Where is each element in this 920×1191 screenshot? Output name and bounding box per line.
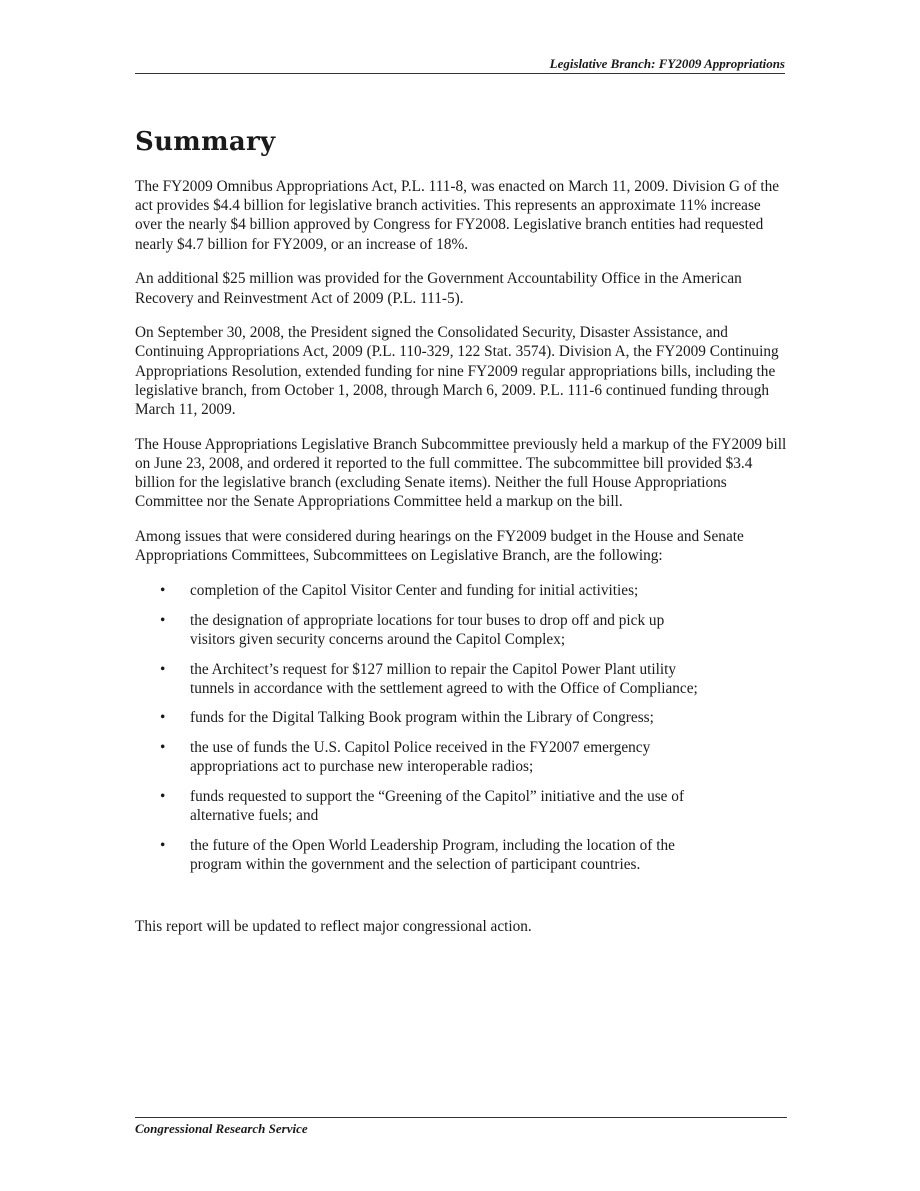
paragraph-issues-intro: Among issues that were considered during hearings on the FY2009 budget in the House and Senate Appropriations Committees, Subcommittees on Legislative Branch, are the following: [135, 528, 744, 565]
section-title: Summary [135, 127, 276, 157]
bullet-icon: • [160, 709, 166, 727]
list-item-text: the future of the Open World Leadership Program, including the location of the program within the government and the selection of participant countries. [190, 836, 675, 874]
paragraph-enactment: The FY2009 Omnibus Appropriations Act, P.L. 111-8, was enacted on March 11, 2009. Division G of the act provides $4.4 billion for legislative branch activities. This represents an approximate 11% increase over the nearly $4 billion approved by Congress for FY2008. Legislative branch entities had requested nearly $4.7 billion for FY2009, or an increase of 18%. [135, 178, 780, 253]
list-item [135, 660, 787, 698]
report-summary [135, 124, 787, 952]
bullet-icon: • [160, 611, 166, 629]
list-item [135, 708, 787, 727]
list-item [135, 787, 787, 825]
running-header-title: Legislative Branch: FY2009 Appropriations [549, 56, 785, 71]
list-item [135, 611, 787, 649]
list-item-text: the use of funds the U.S. Capitol Police received in the FY2007 emergency appropriations act to purchase new interoperable radios; [190, 739, 651, 776]
list-item-text: funds for the Digital Talking Book program within the Library of Congress; [190, 709, 654, 727]
bullet-icon: • [160, 836, 166, 854]
list-item [135, 738, 787, 776]
running-header [135, 57, 785, 74]
paragraph-gao-funding: An additional $25 million was provided for the Government Accountability Office in the American Recovery and Reinvestment Act of 2009 (P.L. 111-5). [135, 270, 742, 307]
footer-publisher: Congressional Research Service [135, 1121, 308, 1136]
bullet-icon: • [160, 660, 166, 678]
list-item-text: funds requested to support the “Greening of the Capitol” initiative and the use of alternative fuels; and [190, 788, 685, 825]
paragraph-house-markup: The House Appropriations Legislative Branch Subcommittee previously held a markup of the FY2009 bill on June 23, 2008, and ordered it reported to the full committee. The subcommittee bill provided $3.4 billion for the legislative branch (excluding Senate items). Neither the full House Appropriations Committee nor the Senate Appropriations Committee held a markup on the bill. [135, 435, 787, 511]
closing-note: This report will be updated to reflect major congressional action. [135, 918, 532, 936]
list-item-text: the Architect’s request for $127 million to repair the Capitol Power Plant utility tunnels in accordance with the settlement agreed to with the Office of Compliance; [190, 660, 698, 697]
list-item [135, 836, 787, 874]
bullet-icon: • [160, 788, 166, 806]
issues-list [135, 581, 787, 874]
bullet-icon: • [160, 739, 166, 757]
paragraph-continuing-resolution: On September 30, 2008, the President signed the Consolidated Security, Disaster Assistance, and Continuing Appropriations Act, 2009 (P.L. 110-329, 122 Stat. 3574). Division A, the FY2009 Continuing Appropriations Resolution, extended funding for nine FY2009 regular appropriations bills, including the legislative branch, from October 1, 2008, through March 6, 2009. P.L. 111-6 continued funding through March 11, 2009. [135, 324, 779, 419]
list-item-text: completion of the Capitol Visitor Center and funding for initial activities; [190, 581, 639, 599]
list-item-text: the designation of appropriate locations for tour buses to drop off and pick up visitors given security concerns around the Capitol Complex; [190, 611, 665, 648]
list-item [135, 581, 787, 600]
bullet-icon: • [160, 581, 166, 599]
running-footer [135, 1117, 787, 1137]
